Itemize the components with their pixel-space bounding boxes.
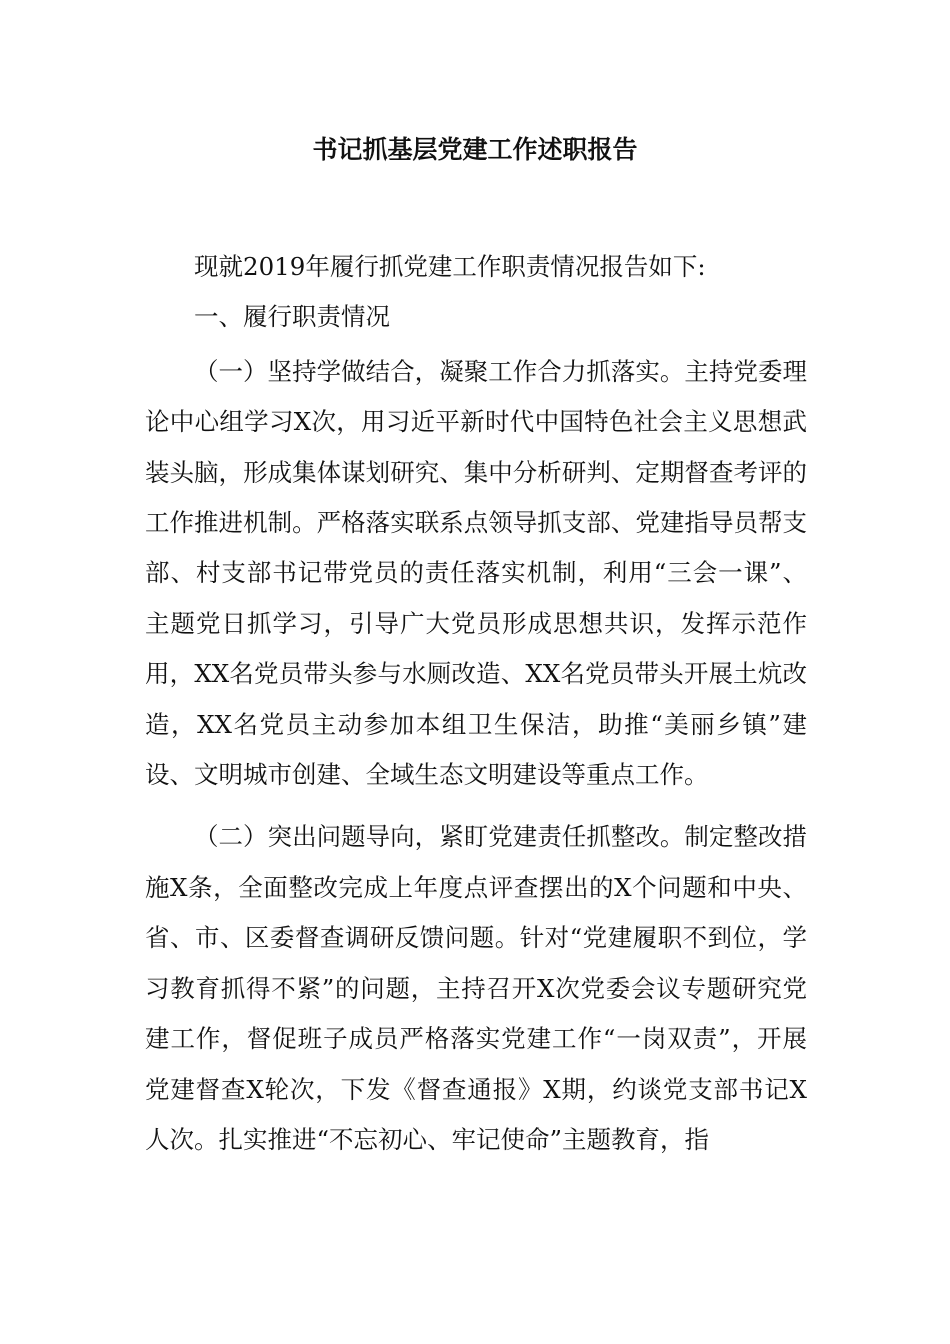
intro-paragraph: 现就2019年履行抓党建工作职责情况报告如下: — [194, 252, 706, 281]
section-heading: 一、履行职责情况 — [194, 302, 390, 332]
paragraph-1: （一）坚持学做结合，凝聚工作合力抓落实。主持党委理论中心组学习X次，用习近平新时代中国特色社会主义思想武装头脑，形成集体谋划研究、集中分析研判、定期督查考评的工作推进机制。严格落实联系点领导抓支部、党建指导员帮支部、村支部书记带党员的责任落实机制，利用“三会一课”、主题党日抓学习，引导广大党员形成思想共识，发挥示范作用，XX名党员带头参与水厕改造、XX名党员带头开展土炕改造，XX名党员主动参加本组卫生保洁，助推“美丽乡镇”建设、文明城市创建、全域生态文明建设等重点工作。 — [145, 356, 807, 790]
paragraph-2: （二）突出问题导向，紧盯党建责任抓整改。制定整改措施X条，全面整改完成上年度点评查摆出的X个问题和中央、省、市、区委督查调研反馈问题。针对“党建履职不到位，学习教育抓得不紧”的问题，主持召开X次党委会议专题研究党建工作，督促班子成员严格落实党建工作“一岗双责”，开展党建督查X轮次，下发《督查通报》X期，约谈党支部书记X人次。扎实推进“不忘初心、牢记使命”主题教育，指 — [145, 822, 807, 1154]
document-title: 书记抓基层党建工作述职报告 — [312, 135, 638, 164]
document-body — [145, 242, 807, 1165]
